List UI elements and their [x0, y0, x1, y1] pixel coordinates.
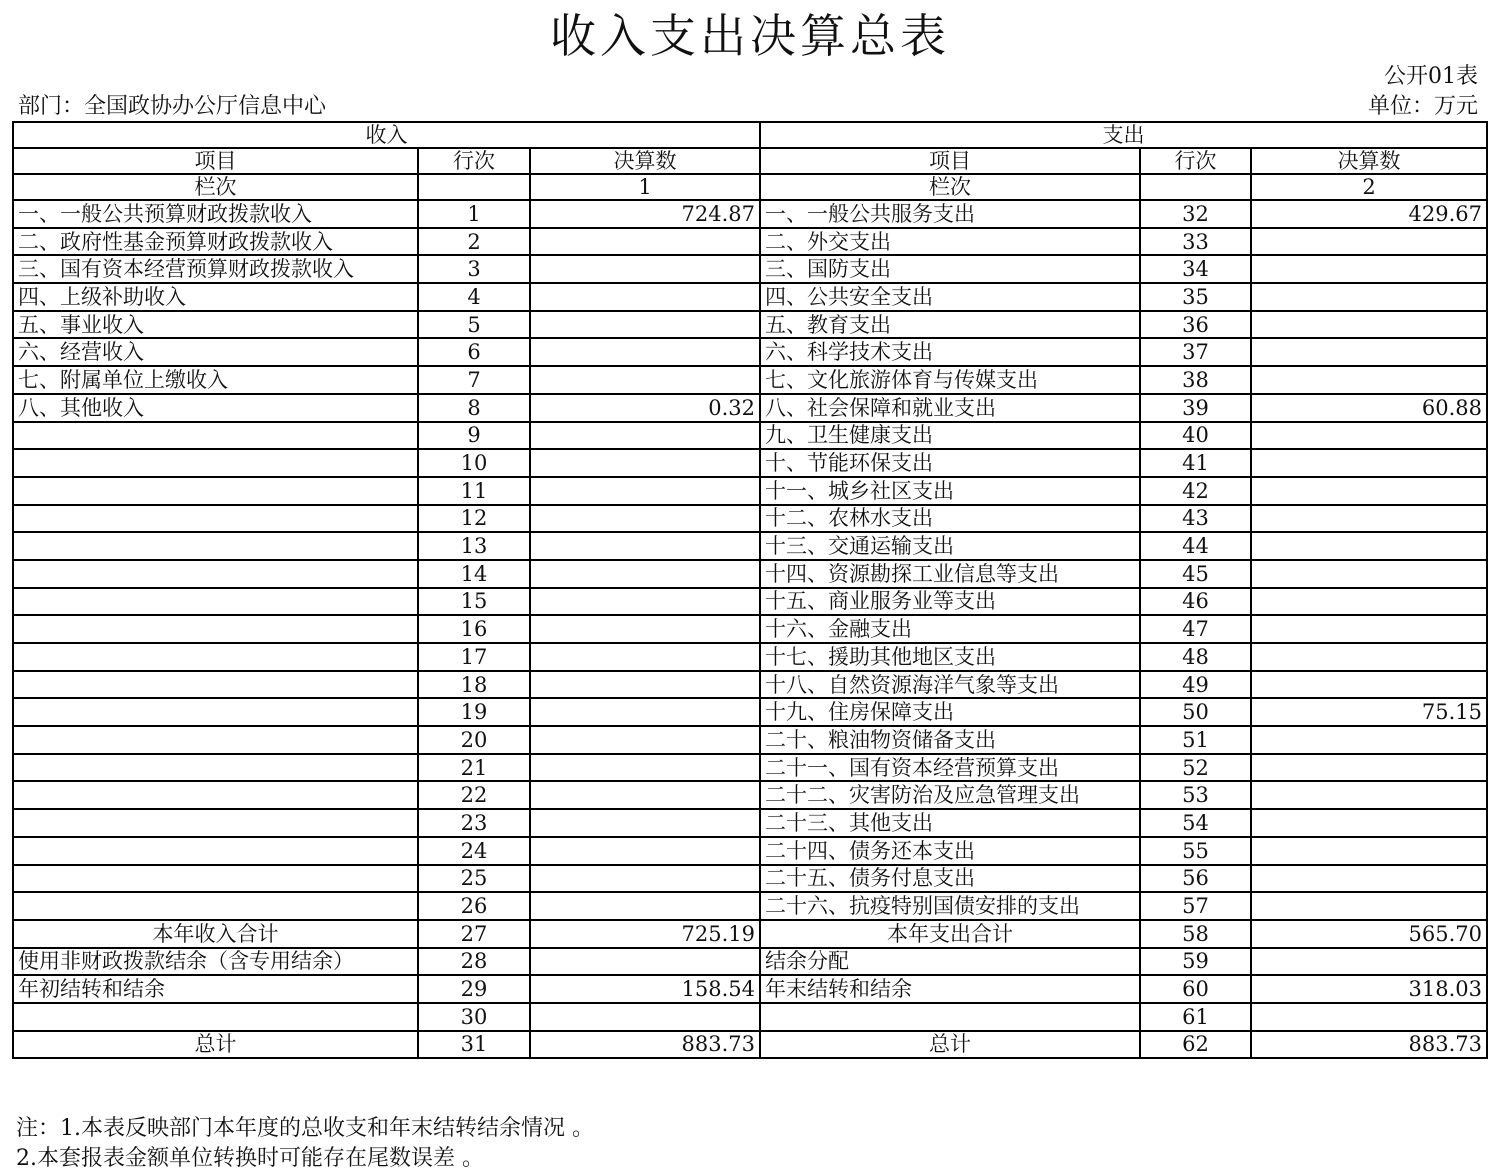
- income-item-cell: 六、经营收入: [13, 338, 418, 366]
- income-item-cell: [13, 865, 418, 893]
- table-row: [13, 865, 1487, 893]
- income-amount-cell: [530, 671, 760, 699]
- expense-row-no-cell: 50: [1140, 698, 1251, 726]
- income-amount-cell: [530, 505, 760, 533]
- expense-item-cell: 二十一、国有资本经营预算支出: [760, 754, 1140, 782]
- expense-amount-cell: [1251, 283, 1487, 311]
- income-column-index: 1: [530, 174, 760, 200]
- expense-column-label: 栏次: [760, 174, 1140, 200]
- expense-item-cell: 十六、金融支出: [760, 615, 1140, 643]
- income-row-no-cell: 14: [418, 560, 530, 588]
- expense-item-cell: 十五、商业服务业等支出: [760, 588, 1140, 616]
- expense-item-cell: 七、文化旅游体育与传媒支出: [760, 366, 1140, 394]
- expense-amount-cell: [1251, 671, 1487, 699]
- income-row-no-cell: 23: [418, 809, 530, 837]
- income-amount-cell: [530, 837, 760, 865]
- income-row-no-cell: 9: [418, 422, 530, 450]
- expense-item-cell: 八、社会保障和就业支出: [760, 394, 1140, 422]
- income-row-no-cell: 3: [418, 255, 530, 283]
- expense-amount-cell: [1251, 449, 1487, 477]
- table-row: [13, 726, 1487, 754]
- expense-item-cell: 二、外交支出: [760, 228, 1140, 256]
- expense-row-no-cell: 32: [1140, 200, 1251, 228]
- expense-amount-cell: [1251, 228, 1487, 256]
- income-amount-header: 决算数: [530, 148, 760, 174]
- income-row-no-cell: 16: [418, 615, 530, 643]
- expense-item-cell: 二十、粮油物资储备支出: [760, 726, 1140, 754]
- table-row: [13, 588, 1487, 616]
- income-item-cell: 使用非财政拨款结余（含专用结余）: [13, 948, 418, 976]
- income-section-header: 收入: [13, 122, 760, 148]
- expense-item-cell: 结余分配: [760, 948, 1140, 976]
- income-item-header: 项目: [13, 148, 418, 174]
- income-item-cell: 一、一般公共预算财政拨款收入: [13, 200, 418, 228]
- expense-item-cell: 九、卫生健康支出: [760, 422, 1140, 450]
- income-item-cell: 七、附属单位上缴收入: [13, 366, 418, 394]
- expense-row-no-cell: 42: [1140, 477, 1251, 505]
- table-row: [13, 228, 1487, 256]
- income-amount-cell: [530, 283, 760, 311]
- expense-amount-cell: [1251, 892, 1487, 920]
- income-item-cell: 年初结转和结余: [13, 975, 418, 1003]
- expense-row-no-cell: 33: [1140, 228, 1251, 256]
- expense-amount-cell: [1251, 754, 1487, 782]
- expense-amount-header: 决算数: [1251, 148, 1487, 174]
- income-item-cell: [13, 754, 418, 782]
- unit-label: 单位：万元: [1367, 94, 1478, 119]
- expense-amount-cell: 883.73: [1251, 1031, 1487, 1059]
- income-amount-cell: [530, 892, 760, 920]
- expense-item-cell: 二十三、其他支出: [760, 809, 1140, 837]
- income-amount-cell: 0.32: [530, 394, 760, 422]
- income-item-cell: [13, 781, 418, 809]
- income-expense-table: [12, 121, 1488, 1059]
- expense-amount-cell: 318.03: [1251, 975, 1487, 1003]
- income-amount-cell: [530, 726, 760, 754]
- expense-amount-cell: [1251, 726, 1487, 754]
- expense-amount-cell: 429.67: [1251, 200, 1487, 228]
- expense-row-no-cell: 52: [1140, 754, 1251, 782]
- column-header-row: [13, 148, 1487, 174]
- income-row-no-cell: 22: [418, 781, 530, 809]
- income-item-cell: [13, 809, 418, 837]
- expense-row-no-cell: 51: [1140, 726, 1251, 754]
- department-label: 部门：全国政协办公厅信息中心: [18, 94, 327, 119]
- table-row: [13, 671, 1487, 699]
- expense-row-no-cell: 43: [1140, 505, 1251, 533]
- expense-amount-cell: [1251, 615, 1487, 643]
- expense-row-no-header: 行次: [1140, 148, 1251, 174]
- table-row: [13, 311, 1487, 339]
- income-row-no-header: 行次: [418, 148, 530, 174]
- income-amount-cell: [530, 311, 760, 339]
- expense-amount-cell: [1251, 311, 1487, 339]
- table-row: [13, 1031, 1487, 1059]
- expense-item-header: 项目: [760, 148, 1140, 174]
- expense-item-cell: 年末结转和结余: [760, 975, 1140, 1003]
- table-row: [13, 394, 1487, 422]
- expense-row-no-cell: 55: [1140, 837, 1251, 865]
- expense-amount-cell: [1251, 643, 1487, 671]
- income-row-no-cell: 7: [418, 366, 530, 394]
- table-row: [13, 948, 1487, 976]
- income-item-cell: [13, 532, 418, 560]
- income-item-cell: [13, 505, 418, 533]
- footnote-1: 注：1.本表反映部门本年度的总收支和年末结转结余情况 。: [16, 1116, 594, 1141]
- income-item-cell: 五、事业收入: [13, 311, 418, 339]
- income-amount-cell: [530, 449, 760, 477]
- income-item-cell: 总计: [13, 1031, 418, 1059]
- expense-amount-cell: [1251, 781, 1487, 809]
- income-column-no-empty: [418, 174, 530, 200]
- income-amount-cell: [530, 422, 760, 450]
- expense-item-cell: 三、国防支出: [760, 255, 1140, 283]
- income-row-no-cell: 25: [418, 865, 530, 893]
- income-item-cell: [13, 588, 418, 616]
- income-amount-cell: [530, 228, 760, 256]
- expense-item-cell: 二十六、抗疫特别国债安排的支出: [760, 892, 1140, 920]
- expense-column-index: 2: [1251, 174, 1487, 200]
- expense-column-no-empty: [1140, 174, 1251, 200]
- income-row-no-cell: 21: [418, 754, 530, 782]
- expense-item-cell: 二十四、债务还本支出: [760, 837, 1140, 865]
- expense-row-no-cell: 54: [1140, 809, 1251, 837]
- income-item-cell: [13, 643, 418, 671]
- table-row: [13, 643, 1487, 671]
- expense-amount-cell: [1251, 338, 1487, 366]
- expense-item-cell: 四、公共安全支出: [760, 283, 1140, 311]
- table-row: [13, 449, 1487, 477]
- income-item-cell: [13, 726, 418, 754]
- expense-amount-cell: [1251, 560, 1487, 588]
- expense-item-cell: 十七、援助其他地区支出: [760, 643, 1140, 671]
- expense-item-cell: 十、节能环保支出: [760, 449, 1140, 477]
- table-row: [13, 892, 1487, 920]
- income-amount-cell: 883.73: [530, 1031, 760, 1059]
- expense-row-no-cell: 56: [1140, 865, 1251, 893]
- expense-amount-cell: [1251, 809, 1487, 837]
- income-row-no-cell: 31: [418, 1031, 530, 1059]
- expense-amount-cell: [1251, 837, 1487, 865]
- income-amount-cell: [530, 809, 760, 837]
- expense-amount-cell: [1251, 588, 1487, 616]
- income-row-no-cell: 20: [418, 726, 530, 754]
- expense-row-no-cell: 53: [1140, 781, 1251, 809]
- table-row: [13, 477, 1487, 505]
- income-amount-cell: [530, 754, 760, 782]
- table-row: [13, 338, 1487, 366]
- expense-row-no-cell: 44: [1140, 532, 1251, 560]
- income-item-cell: 八、其他收入: [13, 394, 418, 422]
- income-row-no-cell: 15: [418, 588, 530, 616]
- footnotes: [16, 1114, 594, 1174]
- income-item-cell: [13, 615, 418, 643]
- expense-amount-cell: [1251, 477, 1487, 505]
- income-row-no-cell: 30: [418, 1003, 530, 1031]
- section-header-row: [13, 122, 1487, 148]
- expense-row-no-cell: 49: [1140, 671, 1251, 699]
- expense-row-no-cell: 37: [1140, 338, 1251, 366]
- income-amount-cell: 724.87: [530, 200, 760, 228]
- report-title: 收入支出决算总表: [550, 9, 950, 63]
- expense-item-cell: 总计: [760, 1031, 1140, 1059]
- income-row-no-cell: 18: [418, 671, 530, 699]
- expense-row-no-cell: 61: [1140, 1003, 1251, 1031]
- income-amount-cell: [530, 615, 760, 643]
- expense-section-header: 支出: [760, 122, 1487, 148]
- table-row: [13, 255, 1487, 283]
- table-row: [13, 809, 1487, 837]
- footnote-2: 2.本套报表金额单位转换时可能存在尾数误差 。: [16, 1146, 484, 1171]
- table-row: [13, 532, 1487, 560]
- expense-row-no-cell: 40: [1140, 422, 1251, 450]
- expense-item-cell: [760, 1003, 1140, 1031]
- expense-amount-cell: [1251, 255, 1487, 283]
- expense-item-cell: 一、一般公共服务支出: [760, 200, 1140, 228]
- income-row-no-cell: 27: [418, 920, 530, 948]
- expense-amount-cell: [1251, 422, 1487, 450]
- income-amount-cell: 158.54: [530, 975, 760, 1003]
- income-row-no-cell: 11: [418, 477, 530, 505]
- table-row: [13, 200, 1487, 228]
- income-amount-cell: [530, 1003, 760, 1031]
- expense-item-cell: 十九、住房保障支出: [760, 698, 1140, 726]
- expense-item-cell: 五、教育支出: [760, 311, 1140, 339]
- table-row: [13, 920, 1487, 948]
- expense-row-no-cell: 62: [1140, 1031, 1251, 1059]
- table-row: [13, 366, 1487, 394]
- income-amount-cell: [530, 255, 760, 283]
- income-item-cell: [13, 449, 418, 477]
- expense-amount-cell: 75.15: [1251, 698, 1487, 726]
- income-item-cell: [13, 671, 418, 699]
- income-row-no-cell: 5: [418, 311, 530, 339]
- income-item-cell: [13, 698, 418, 726]
- income-amount-cell: [530, 588, 760, 616]
- income-amount-cell: 725.19: [530, 920, 760, 948]
- income-row-no-cell: 19: [418, 698, 530, 726]
- income-amount-cell: [530, 366, 760, 394]
- table-row: [13, 781, 1487, 809]
- income-amount-cell: [530, 643, 760, 671]
- expense-row-no-cell: 38: [1140, 366, 1251, 394]
- expense-row-no-cell: 59: [1140, 948, 1251, 976]
- expense-amount-cell: [1251, 1003, 1487, 1031]
- expense-amount-cell: [1251, 505, 1487, 533]
- income-item-cell: 四、上级补助收入: [13, 283, 418, 311]
- column-index-row: [13, 174, 1487, 200]
- expense-amount-cell: [1251, 948, 1487, 976]
- income-row-no-cell: 2: [418, 228, 530, 256]
- expense-amount-cell: 60.88: [1251, 394, 1487, 422]
- table-row: [13, 1003, 1487, 1031]
- income-amount-cell: [530, 338, 760, 366]
- income-row-no-cell: 8: [418, 394, 530, 422]
- income-row-no-cell: 10: [418, 449, 530, 477]
- income-amount-cell: [530, 698, 760, 726]
- income-row-no-cell: 29: [418, 975, 530, 1003]
- income-row-no-cell: 1: [418, 200, 530, 228]
- expense-row-no-cell: 35: [1140, 283, 1251, 311]
- income-item-cell: [13, 892, 418, 920]
- expense-item-cell: 本年支出合计: [760, 920, 1140, 948]
- expense-row-no-cell: 36: [1140, 311, 1251, 339]
- table-row: [13, 615, 1487, 643]
- income-amount-cell: [530, 532, 760, 560]
- expense-item-cell: 十三、交通运输支出: [760, 532, 1140, 560]
- expense-row-no-cell: 34: [1140, 255, 1251, 283]
- expense-item-cell: 十八、自然资源海洋气象等支出: [760, 671, 1140, 699]
- table-row: [13, 422, 1487, 450]
- expense-row-no-cell: 60: [1140, 975, 1251, 1003]
- expense-item-cell: 十一、城乡社区支出: [760, 477, 1140, 505]
- table-row: [13, 837, 1487, 865]
- income-item-cell: [13, 422, 418, 450]
- expense-row-no-cell: 46: [1140, 588, 1251, 616]
- income-row-no-cell: 28: [418, 948, 530, 976]
- income-row-no-cell: 17: [418, 643, 530, 671]
- income-amount-cell: [530, 477, 760, 505]
- income-item-cell: 二、政府性基金预算财政拨款收入: [13, 228, 418, 256]
- expense-row-no-cell: 47: [1140, 615, 1251, 643]
- expense-item-cell: 二十五、债务付息支出: [760, 865, 1140, 893]
- expense-row-no-cell: 45: [1140, 560, 1251, 588]
- income-item-cell: [13, 477, 418, 505]
- expense-row-no-cell: 39: [1140, 394, 1251, 422]
- income-row-no-cell: 26: [418, 892, 530, 920]
- income-column-label: 栏次: [13, 174, 418, 200]
- income-item-cell: 本年收入合计: [13, 920, 418, 948]
- income-row-no-cell: 6: [418, 338, 530, 366]
- income-row-no-cell: 13: [418, 532, 530, 560]
- income-item-cell: [13, 1003, 418, 1031]
- table-row: [13, 560, 1487, 588]
- expense-item-cell: 十四、资源勘探工业信息等支出: [760, 560, 1140, 588]
- expense-item-cell: 六、科学技术支出: [760, 338, 1140, 366]
- expense-amount-cell: [1251, 865, 1487, 893]
- expense-item-cell: 二十二、灾害防治及应急管理支出: [760, 781, 1140, 809]
- income-row-no-cell: 12: [418, 505, 530, 533]
- table-row: [13, 283, 1487, 311]
- table-row: [13, 698, 1487, 726]
- table-row: [13, 505, 1487, 533]
- income-row-no-cell: 24: [418, 837, 530, 865]
- expense-row-no-cell: 41: [1140, 449, 1251, 477]
- expense-row-no-cell: 58: [1140, 920, 1251, 948]
- expense-amount-cell: [1251, 532, 1487, 560]
- expense-row-no-cell: 57: [1140, 892, 1251, 920]
- income-item-cell: 三、国有资本经营预算财政拨款收入: [13, 255, 418, 283]
- form-number: 公开01表: [1384, 64, 1478, 89]
- income-item-cell: [13, 560, 418, 588]
- expense-row-no-cell: 48: [1140, 643, 1251, 671]
- table-row: [13, 754, 1487, 782]
- expense-amount-cell: [1251, 366, 1487, 394]
- expense-amount-cell: 565.70: [1251, 920, 1487, 948]
- income-amount-cell: [530, 560, 760, 588]
- income-item-cell: [13, 837, 418, 865]
- income-row-no-cell: 4: [418, 283, 530, 311]
- income-amount-cell: [530, 948, 760, 976]
- income-amount-cell: [530, 865, 760, 893]
- income-amount-cell: [530, 781, 760, 809]
- table-row: [13, 975, 1487, 1003]
- expense-item-cell: 十二、农林水支出: [760, 505, 1140, 533]
